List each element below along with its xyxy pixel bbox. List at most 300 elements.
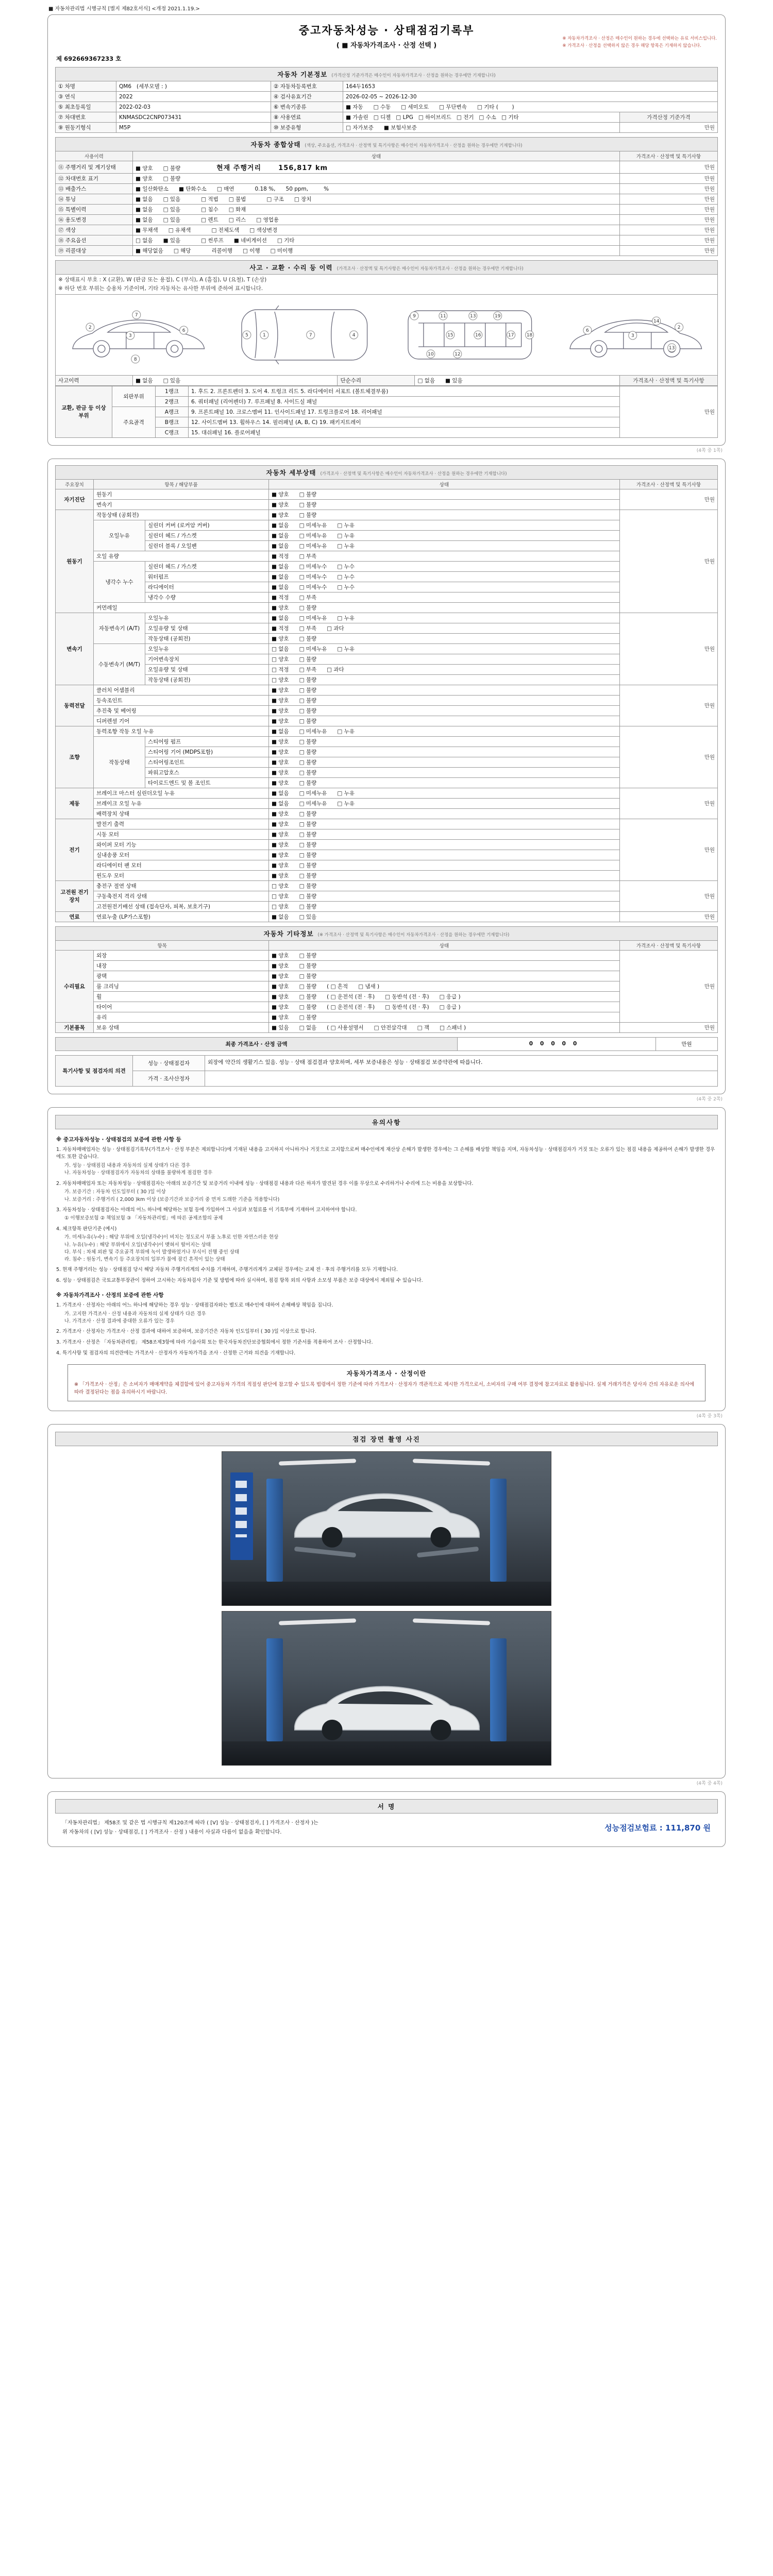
usage-item-label: ⑰ 색상 [56, 225, 133, 235]
ceiling-light [279, 1459, 356, 1465]
model-year-value: 2022 [116, 92, 271, 102]
remarks-label: 특기사항 및 점검자의 의견 [56, 1055, 133, 1086]
item-label: 오일누유 [145, 643, 269, 654]
item-label: 윈도우 모터 [94, 870, 269, 880]
item-label: 커먼레일 [94, 602, 269, 613]
rank-label: 1랭크 [156, 386, 189, 396]
lift-post [490, 1638, 507, 1741]
column-header: 사용이력 [56, 151, 133, 161]
item-label: 실린더 커버 (로커암 커버) [145, 520, 269, 530]
svg-text:6: 6 [182, 328, 186, 333]
final-price-unit: 만원 [656, 1037, 718, 1050]
mark-legend-line-1: ※ 상태표시 부호 : X (교환), W (판금 또는 용접), C (부식), A (흠집), U (요철), T (손상) [58, 277, 267, 283]
status-checkboxes: ■ 양호 □ 불량 ( □ 흔적 □ 냄새 ) [269, 981, 620, 991]
car-on-lift [283, 1485, 490, 1550]
car-underbody-diagram [390, 296, 549, 374]
device-state-row [56, 695, 718, 705]
device-state-row [56, 757, 718, 767]
notice-item: 4. 체크항목 판단기준 (예시) [56, 1226, 117, 1232]
device-state-row [56, 623, 718, 633]
current-mileage: 현재 주행거리 156,817 km [216, 164, 328, 172]
device-state-row [56, 819, 718, 829]
status-checkboxes: ■ 무채색 □ 유채색 □ 전체도색 □ 색상변경 [133, 225, 620, 235]
detailed-band: 자동차 세부상태 (가격조사 · 산정액 및 특기사항은 매수인이 자동차가격조사 · 산정을 원하는 경우에만 기재합니다) [56, 465, 718, 479]
inspector-remarks-text: 외장에 약간의 생활기스 있음. 성능 · 상태 점검결과 양호하며, 세부 보증내용은 성능 · 상태점검 보증약관에 따릅니다. [205, 1055, 718, 1071]
accident-history-checkboxes: ■ 없음 □ 있음 [133, 375, 338, 385]
page-marker: (4쪽 중 3쪽) [696, 1413, 722, 1419]
status-checkboxes: ■ 양호 □ 불량 [269, 736, 620, 747]
rank-label: 2랭크 [156, 396, 189, 406]
status-checkboxes: ■ 양호 □ 불량 [269, 829, 620, 839]
item-label: 연료누출 (LP가스포함) [94, 911, 269, 922]
price-cell: 만원 [619, 950, 717, 1022]
notice-subitem: 다. 부식 : 차체 외판 및 주요골격 부위에 녹이 발생하였거나 부식이 진행 중인 상태 [64, 1249, 240, 1255]
item-label: 와이퍼 모터 기능 [94, 839, 269, 850]
section-basic-overview [47, 14, 726, 446]
notices-subsection-title: ※ 자동차가격조사 · 산정의 보증에 관한 사항 [56, 1292, 164, 1298]
status-checkboxes: ■ 없음 □ 있음 □ 렌트 □ 리스 □ 영업용 [133, 215, 620, 225]
status-checkboxes: □ 적정 □ 부족 □ 과다 [269, 664, 620, 674]
basic-info-table [55, 67, 718, 133]
page-marker: (4쪽 중 1쪽) [696, 448, 722, 453]
simple-repair-label: 단순수리 [338, 375, 415, 385]
item-label: 시동 모터 [94, 829, 269, 839]
svg-text:1: 1 [262, 332, 266, 338]
device-state-row [56, 880, 718, 891]
exchange-panel-label: 교환, 판금 등 이상 부위 [56, 386, 112, 437]
engine-type-value: M5P [116, 123, 271, 133]
item-label: 스티어링 기어 (MDPS포함) [145, 747, 269, 757]
form-reference: ■ 자동차관리법 시행규칙 [별지 제82호서식] <개정 2021.1.19.> [48, 6, 200, 12]
svg-text:15: 15 [447, 332, 453, 338]
svg-text:2: 2 [677, 325, 680, 330]
item-label: 내장 [94, 960, 269, 971]
price-cell: 만원 [620, 194, 718, 205]
transmission-checkboxes: ■ 자동 □ 수동 □ 세미오토 □ 무단변속 □ 기타 ( ) [343, 102, 718, 112]
usage-history-row [56, 161, 718, 174]
status-checkboxes: ■ 양호 □ 불량 [269, 705, 620, 716]
status-checkboxes: ■ 양호 □ 불량 ( □ 운전석 (전 · 후) □ 동반석 (전 · 후) □ 응급 ) [269, 1002, 620, 1012]
usage-item-label: ⑲ 리콜대상 [56, 246, 133, 256]
device-state-row [56, 901, 718, 911]
workshop-banner [230, 1472, 253, 1560]
usage-history-row [56, 246, 718, 256]
usage-history-row [56, 184, 718, 194]
status-checkboxes: ■ 양호 □ 불량 [269, 685, 620, 695]
basic-info-band: 자동차 기본정보 (가격산정 기준가격은 매수인이 자동차가격조사 · 산정을 원하는 경우에만 기재합니다) [56, 67, 718, 81]
status-checkboxes: ■ 양호 □ 불량 [269, 870, 620, 880]
simple-repair-checkboxes: □ 없음 ■ 있음 [415, 375, 619, 385]
notices-title: 유의사항 [55, 1115, 718, 1129]
rank-items: 12. 사이드멤버 13. 휠하우스 14. 필러패널 (A, B, C) 19. 패키지트레이 [189, 417, 620, 427]
item-label: 브레이크 마스터 실린더오일 누유 [94, 788, 269, 798]
item-label: 실린더 헤드 / 가스켓 [145, 530, 269, 540]
status-checkboxes: ■ 없음 □ 미세누유 □ 누유 [269, 726, 620, 736]
column-header: 상태 [269, 479, 620, 489]
panel-category-label: 주요골격 [112, 406, 156, 437]
notice-subitem: 가. 미세누유(누수) : 해당 부위에 오일(냉각수)이 비치는 정도로서 부품 노후로 인한 자연스러운 현상 [64, 1234, 279, 1241]
device-state-row [56, 747, 718, 757]
column-header: 항목 [56, 940, 269, 950]
status-checkboxes: ■ 양호 □ 불량 [269, 747, 620, 757]
notice-subitem: 가. 보증기간 : 자동차 인도일부터 ( 30 )일 이상 [64, 1189, 166, 1195]
subgroup-label: 자동변속기 (A/T) [94, 613, 145, 643]
field-label: ⑤ 최초등록일 [56, 102, 116, 112]
price-appraisal-definition-box [68, 1364, 705, 1401]
status-checkboxes: □ 없음 □ 미세누유 □ 누유 [269, 643, 620, 654]
svg-text:18: 18 [526, 332, 533, 338]
svg-text:17: 17 [508, 332, 514, 338]
svg-text:8: 8 [133, 357, 137, 362]
device-state-row [56, 520, 718, 530]
signature-line-1: 「자동차관리법」 제58조 및 같은 법 시행규칙 제120조에 따라 ( [V] 성능 · 상태점검자, [ ] 가격조사 · 산정자 )는 [62, 1820, 318, 1826]
inspection-photo-2 [222, 1611, 551, 1766]
item-label: 오일누유 [145, 613, 269, 623]
notice-item: 1. 자동차매매업자는 성능 · 상태점검기록부(가격조사 · 산정 부분은 제외합니다)에 기재된 내용을 고지하지 아니하거나 거짓으로 고지함으로써 매수인에게 재산상 손해가 발생한 경우에는 그 손해를 배상할 책임을 지며, 자동차성능 · 상태점검자가 거짓 또는 오류가 있는 점검 내용을 제공하여 손해가 발생한 경우에도 또한 같습니다. [56, 1146, 715, 1160]
device-state-row [56, 685, 718, 695]
rank-label: B랭크 [156, 417, 189, 427]
detailed-state-table [55, 465, 718, 922]
svg-text:2: 2 [89, 325, 92, 330]
photos-title: 점검 장면 촬영 사진 [55, 1432, 718, 1446]
lift-post [266, 1479, 283, 1582]
status-checkboxes: ■ 양호 □ 불량 [269, 950, 620, 960]
device-state-row [56, 510, 718, 520]
device-state-row [56, 777, 718, 788]
status-checkboxes: ■ 양호 □ 불량 [269, 1012, 620, 1022]
car-name-value: QM6 (세부모델 : ) [116, 81, 271, 92]
item-label: 외장 [94, 950, 269, 960]
column-header: 가격조사 · 산정액 및 특기사항 [619, 940, 717, 950]
status-checkboxes: ■ 없음 □ 미세누유 □ 누유 [269, 520, 620, 530]
inspector-role-label: 성능 · 상태점검자 [133, 1055, 205, 1071]
registration-number-value: 164두1653 [343, 81, 718, 92]
item-label: 오일유량 및 상태 [145, 623, 269, 633]
device-group-label: 기본품목 [56, 1022, 94, 1032]
subgroup-label: 수동변속기 (M/T) [94, 643, 145, 685]
device-state-row [56, 561, 718, 571]
accident-band: 사고 · 교환 · 수리 등 이력 (가격조사 · 산정액 및 특기사항은 매수인이 자동차가격조사 · 산정을 원하는 경우에만 기재합니다) [56, 261, 718, 275]
state-mark-legend [56, 275, 718, 295]
device-state-row [56, 860, 718, 870]
column-header: 가격조사 · 산정액 및 특기사항 [620, 151, 718, 161]
inspection-photo-1 [222, 1451, 551, 1606]
device-state-row [56, 767, 718, 777]
price-cell: 만원 [620, 246, 718, 256]
car-side-right-diagram [556, 296, 715, 374]
item-label: 타이어 [94, 1002, 269, 1012]
item-label: 라디에이터 팬 모터 [94, 860, 269, 870]
status-checkboxes: ■ 양호 □ 불량 [269, 602, 620, 613]
usage-item-label: ⑱ 주요옵션 [56, 235, 133, 246]
item-label: 스티어링조인트 [145, 757, 269, 767]
final-price-label: 최종 가격조사 · 산정 금액 [56, 1037, 458, 1050]
item-label: 타이로드엔드 및 볼 조인트 [145, 777, 269, 788]
workshop-floor [222, 1582, 551, 1605]
notice-item: 2. 자동차매매업자 또는 자동차성능 · 상태점검자는 아래의 보증기간 및 보증거리 이내에 성능 · 상태점검 내용과 다른 하자가 발견된 경우 이를 무상으로 수리하거나 수리에 드는 비용을 보상합니다. [56, 1180, 474, 1187]
status-checkboxes: ■ 없음 □ 미세누유 □ 누유 [269, 613, 620, 623]
page-marker: (4쪽 중 2쪽) [696, 1096, 722, 1102]
device-state-row [56, 716, 718, 726]
svg-text:13: 13 [668, 345, 675, 351]
device-state-row [56, 540, 718, 551]
usage-item-label: ⑮ 특별이력 [56, 205, 133, 215]
device-state-row [56, 971, 718, 981]
item-label: 실린더 블록 / 오일팬 [145, 540, 269, 551]
status-checkboxes: ■ 양호 □ 불량 [133, 174, 620, 184]
status-checkboxes: ■ 양호 □ 불량 ( □ 운전석 (전 · 후) □ 동반석 (전 · 후) □ 응급 ) [269, 991, 620, 1002]
notice-item: 2. 가격조사 · 산정자는 가격조사 · 산정 결과에 대하여 보증하며, 보증기간은 자동차 인도일부터 ( 30 )일 이상으로 합니다. [56, 1329, 316, 1335]
item-label: 실내송풍 모터 [94, 850, 269, 860]
rank-items: 6. 쿼터패널 (리어펜더) 7. 루프패널 8. 사이드실 패널 [189, 396, 620, 406]
column-header: 항목 / 해당부품 [94, 479, 269, 489]
item-label: 브레이크 오일 누유 [94, 798, 269, 808]
price-cell: 만원 [619, 726, 717, 788]
lift-post [490, 1479, 507, 1582]
price-cell: 만원 [620, 386, 718, 437]
base-price-label: 가격산정 기준가격 [619, 112, 717, 123]
status-checkboxes: ■ 없음 □ 미세누유 □ 누유 [269, 798, 620, 808]
field-label: ③ 연식 [56, 92, 116, 102]
status-checkboxes: ■ 양호 □ 불량 [269, 960, 620, 971]
workshop-floor [222, 1741, 551, 1765]
status-checkboxes: ■ 양호 □ 불량 [269, 633, 620, 643]
status-checkboxes: ■ 없음 □ 미세누유 □ 누유 [269, 540, 620, 551]
lift-post [266, 1638, 283, 1741]
status-checkboxes: ■ 일산화탄소 ■ 탄화수소 □ 매연 0.18 %, 50 ppm, % [133, 184, 620, 194]
notice-item: 3. 가격조사 · 산정은 「자동차관리법」 제58조제3항에 따라 기술사회 또는 한국자동차진단보증협회에서 정한 기준서를 적용하여 조사 · 산정합니다. [56, 1339, 373, 1345]
usage-item-label: ⑫ 차대번호 표기 [56, 174, 133, 184]
base-price-value: 만원 [619, 123, 717, 133]
status-checkboxes: ■ 없음 □ 있음 □ 침수 □ 화재 [133, 205, 620, 215]
signature-line-2: 위 자동차의 ( [V] 성능 · 상태점검, [ ] 가격조사 · 산정 ) 내용이 사실과 다름이 없음을 확인합니다. [62, 1829, 282, 1835]
ceiling-light [413, 1618, 490, 1625]
device-state-row [56, 1022, 718, 1032]
field-label: ② 자동차등록번호 [271, 81, 343, 92]
item-label: 실린더 헤드 / 가스켓 [145, 561, 269, 571]
svg-text:3: 3 [631, 333, 634, 338]
device-state-row [56, 1012, 718, 1022]
status-checkboxes: □ 양호 □ 불량 [269, 891, 620, 901]
item-label: 충전구 절연 상태 [94, 880, 269, 891]
item-label: 스티어링 펌프 [145, 736, 269, 747]
section-photos [47, 1424, 726, 1778]
device-group-label: 전기 [56, 819, 94, 880]
inspection-insurance-premium: 성능점검보험료 : 111,870 원 [604, 1823, 711, 1833]
usage-item-label: ⑯ 용도변경 [56, 215, 133, 225]
item-label: 파워고압호스 [145, 767, 269, 777]
status-checkboxes: ■ 양호 □ 불량 [269, 819, 620, 829]
signature-statement [62, 1819, 318, 1837]
item-label: 라디에이터 [145, 582, 269, 592]
item-label: 냉각수 수량 [145, 592, 269, 602]
vin-value: KNMASDC2CNP073431 [116, 112, 271, 123]
usage-history-row [56, 225, 718, 235]
item-label: 보유 상태 [94, 1022, 269, 1032]
device-state-row [56, 499, 718, 510]
page-subtitle: ( ■ 자동차가격조사 · 산정 선택 ) [336, 42, 437, 49]
device-state-row [56, 654, 718, 664]
subtitle-note-1: ※ 자동차가격조사 · 산정은 매수인이 원하는 경우에 선택하는 유료 서비스입니다. [562, 36, 717, 41]
notices-subsection-title: ※ 중고자동차성능 · 상태점검의 보증에 관한 사항 등 [56, 1136, 181, 1143]
status-checkboxes: ■ 해당없음 □ 해당 리콜이행 □ 이행 □ 미이행 [133, 246, 620, 256]
device-state-row [56, 839, 718, 850]
subtitle-notes [562, 36, 717, 49]
field-label: ⑨ 원동기형식 [56, 123, 116, 133]
device-state-row [56, 582, 718, 592]
section-signature [47, 1791, 726, 1847]
item-label: 작동상태 (공회전) [145, 674, 269, 685]
rank-items: 9. 프론트패널 10. 크로스멤버 11. 인사이드패널 17. 트렁크플로어 18. 리어패널 [189, 406, 620, 417]
notice-subitem: 나. 보증거리 : 주행거리 ( 2,000 )km 이상 (보증기간과 보증거리 중 먼저 도래한 기준을 적용합니다) [64, 1196, 280, 1202]
device-state-row [56, 788, 718, 798]
item-label: 등속조인트 [94, 695, 269, 705]
notice-subitem: 가. 고지한 가격조사 · 산정 내용과 자동차의 실제 상태가 다른 경우 [64, 1311, 206, 1317]
device-state-row [56, 870, 718, 880]
price-cell: 만원 [619, 613, 717, 685]
item-label: 발전기 출력 [94, 819, 269, 829]
status-checkboxes: □ 양호 □ 불량 [269, 880, 620, 891]
item-label: 배력장치 상태 [94, 808, 269, 819]
device-state-row [56, 571, 718, 582]
item-label: 디퍼렌셜 기어 [94, 716, 269, 726]
device-state-row [56, 1002, 718, 1012]
device-state-row [56, 643, 718, 654]
device-group-label: 수리필요 [56, 950, 94, 1022]
device-state-row [56, 674, 718, 685]
car-side-left-diagram [58, 296, 218, 374]
price-cell: 만원 [620, 161, 718, 174]
device-group-label: 원동기 [56, 510, 94, 613]
status-checkboxes: □ 양호 □ 불량 [269, 674, 620, 685]
price-cell: 만원 [619, 685, 717, 726]
svg-text:3: 3 [128, 333, 132, 338]
price-cell: 만원 [619, 489, 717, 510]
status-checkboxes: ■ 적정 □ 부족 □ 과다 [269, 623, 620, 633]
status-checkboxes: ■ 적정 □ 부족 [269, 592, 620, 602]
item-label: 오일유량 및 상태 [145, 664, 269, 674]
status-checkboxes: ■ 양호 □ 불량 [269, 767, 620, 777]
status-checkboxes: ■ 없음 □ 있음 □ 적법 □ 불법 □ 구조 □ 장치 [133, 194, 620, 205]
item-label: 동력조향 작동 오일 누유 [94, 726, 269, 736]
device-state-row [56, 705, 718, 716]
column-header: 상태 [133, 151, 620, 161]
page-title: 중고자동차성능 · 상태점검기록부 [298, 24, 475, 37]
ceiling-light [279, 1618, 356, 1625]
notice-item: 3. 자동차성능 · 상태점검자는 아래의 어느 하나에 해당하는 보험 등에 가입하여 그 사실과 보험료를 이 기록부에 기재하여 고지하여야 합니다. [56, 1207, 357, 1213]
notice-subitem: 나. 자동차성능 · 상태점검자가 자동차의 상태를 불량하게 점검한 경우 [64, 1170, 213, 1176]
column-header: 주요장치 [56, 479, 94, 489]
subgroup-label: 냉각수 누수 [94, 561, 145, 602]
mark-legend-line-2: ※ 하단 번호 부위는 승용차 기준이며, 기타 자동차는 유사한 부위에 준하여 표시합니다. [58, 285, 263, 292]
notice-item: 1. 가격조사 · 산정자는 아래의 어느 하나에 해당하는 경우 성능 · 상태점검자와는 별도로 매수인에 대하여 손해배상 책임을 집니다. [56, 1302, 333, 1308]
svg-text:16: 16 [475, 332, 481, 338]
car-on-lift [283, 1677, 490, 1743]
rank-items: 1. 후드 2. 프론트펜더 3. 도어 4. 트렁크 리드 5. 라디에이터 서포트 (볼트체결부품) [189, 386, 620, 396]
final-price-digits: 00000 [458, 1037, 656, 1050]
rank-items: 15. 대쉬패널 16. 플로어패널 [189, 427, 620, 437]
device-state-row [56, 633, 718, 643]
section-detailed-state [47, 459, 726, 1094]
panel-rank-table [55, 386, 718, 438]
price-cell: 만원 [619, 788, 717, 819]
status-checkboxes: ■ 양호 □ 불량 [269, 850, 620, 860]
item-label: 휠 [94, 991, 269, 1002]
car-diagrams [58, 296, 715, 374]
notice-item: 6. 성능 · 상태점검은 국토교통부장관이 정하여 고시하는 자동차검사 기준 및 방법에 따라 실시하며, 점검 항목 외의 사항과 소모성 부품은 보증 대상에서 제외될 수 있습니다. [56, 1278, 423, 1284]
device-group-label: 조향 [56, 726, 94, 788]
signature-row [55, 1814, 718, 1839]
status-checkboxes: ■ 적정 □ 부족 [269, 551, 620, 561]
notice-subitem: ① 이행보증보험 ② 책임보험 ③ 「자동차관리법」에 따른 공제조합의 공제 [64, 1215, 223, 1222]
status-checkboxes: ■ 없음 □ 미세누수 □ 누수 [269, 561, 620, 571]
accident-history-label: 사고이력 [56, 375, 133, 385]
device-group-label: 고전원 전기장치 [56, 880, 94, 911]
device-group-label: 자기진단 [56, 489, 94, 510]
panel-category-label: 외판부위 [112, 386, 156, 406]
notice-item: 5. 현재 주행거리는 성능 · 상태점검 당시 해당 자동차 주행거리계의 수치를 기재하며, 주행거리계가 교체된 경우에는 교체 전 · 후의 주행거리를 모두 기재합니다. [56, 1267, 398, 1273]
status-checkboxes: ■ 양호 □ 불량 [269, 716, 620, 726]
item-label: 광택 [94, 971, 269, 981]
svg-text:6: 6 [585, 328, 589, 333]
svg-text:14: 14 [653, 318, 659, 324]
item-label: 기어변속장치 [145, 654, 269, 664]
item-label: 클러치 어셈블리 [94, 685, 269, 695]
price-cell: 만원 [620, 205, 718, 215]
status-checkboxes: ■ 없음 □ 미세누유 □ 누유 [269, 530, 620, 540]
final-price-table [55, 1037, 718, 1051]
car-top-diagram [224, 296, 384, 374]
status-checkboxes: □ 양호 □ 불량 [269, 901, 620, 911]
item-label: 변속기 [94, 499, 269, 510]
page-marker: (4쪽 중 4쪽) [696, 1781, 722, 1786]
notices-list-2 [55, 1302, 718, 1357]
device-state-row [56, 664, 718, 674]
definition-box-title: 자동차가격조사 · 산정이란 [346, 1370, 427, 1378]
field-label: ⑥ 변속기종류 [271, 102, 343, 112]
price-cell: 만원 [620, 174, 718, 184]
price-cell: 만원 [620, 235, 718, 246]
item-label: 구동축전지 격리 상태 [94, 891, 269, 901]
notice-subitem: 나. 누유(누수) : 해당 부위에서 오일(냉각수)이 맺혀서 떨어지는 상태 [64, 1242, 211, 1248]
section-notices [47, 1107, 726, 1411]
device-state-row [56, 850, 718, 860]
notice-subitem: 라. 침수 : 원동기, 변속기 등 주요장치의 일부가 물에 잠긴 흔적이 있는 상태 [64, 1257, 225, 1263]
item-label: 추진축 및 베어링 [94, 705, 269, 716]
status-checkboxes: □ 없음 ■ 있음 □ 썬루프 ■ 네비게이션 □ 기타 [133, 235, 620, 246]
device-group-label: 변속기 [56, 613, 94, 685]
svg-text:5: 5 [245, 332, 248, 338]
svg-text:12: 12 [455, 351, 461, 357]
device-state-row [56, 613, 718, 623]
first-registration-value: 2022-02-03 [116, 102, 271, 112]
device-state-row [56, 960, 718, 971]
car-diagram-cell [56, 294, 718, 375]
device-state-row [56, 911, 718, 922]
status-checkboxes: ■ 있음 □ 없음 ( □ 사용설명서 □ 안전삼각대 □ 잭 □ 스패너 ) [269, 1022, 620, 1032]
device-state-row [56, 798, 718, 808]
price-cell: 만원 [619, 880, 717, 911]
status-checkboxes: ■ 양호 □ 불량 [269, 777, 620, 788]
usage-history-row [56, 215, 718, 225]
notice-item: 4. 특기사항 및 점검자의 의견란에는 가격조사 · 산정자가 자동차가격을 조사 · 산정한 근거와 의견을 기재합니다. [56, 1350, 296, 1356]
ceiling-light [413, 1459, 490, 1465]
status-checkboxes: ■ 없음 □ 있음 [269, 911, 620, 922]
appraiser-remarks-text [205, 1071, 718, 1086]
column-header: 가격조사 · 산정액 및 특기사항 [619, 479, 717, 489]
status-checkboxes: ■ 양호 □ 불량 [269, 860, 620, 870]
document-page [47, 0, 726, 1847]
